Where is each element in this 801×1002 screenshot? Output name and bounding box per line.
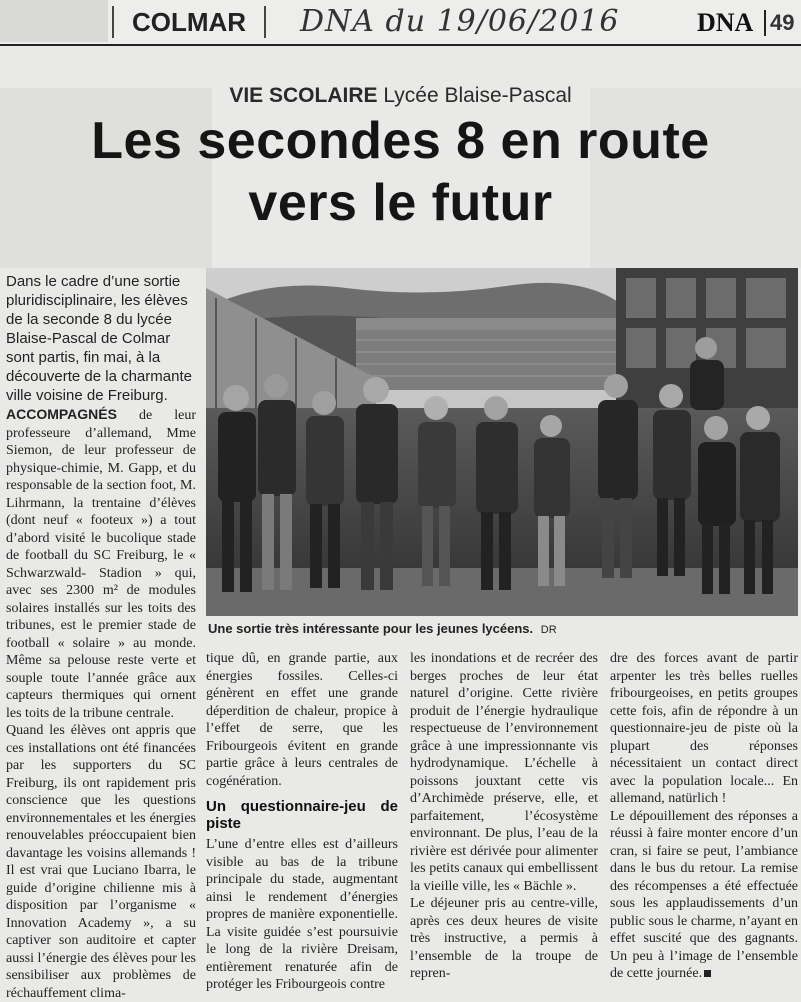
lead-word: ACCOMPAGNÉS bbox=[6, 406, 117, 422]
page-number: 49 bbox=[770, 10, 795, 35]
article-paragraph bbox=[6, 406, 196, 722]
article-subheading: Un questionnaire-jeu de piste bbox=[206, 798, 398, 832]
article-column-4 bbox=[610, 650, 798, 983]
photo-credit: DR bbox=[540, 624, 557, 636]
article-paragraph: dre des forces avant de partir arpenter les très belles ruelles fribourgeoises, en petits groupes cette fois, afin de répondre à un questionnaire-jeu de piste où la plupart des réponses nécessitaient un contact direct avec la population locale... En allemand, natürlich ! bbox=[610, 651, 798, 806]
article-intro: Dans le cadre d’une sortie pluridisciplinaire, les élèves de la seconde 8 du lycée Blaise-Pascal de Colmar sont partis, fin mai, à la découverte de la charmante ville voisine de Freiburg. bbox=[6, 273, 192, 404]
article-paragraph: Le déjeuner pris au centre-ville, après ces deux heures de visite très instructive, a permis à l’ensemble de la troupe de repren- bbox=[410, 896, 598, 981]
paragraph-text: Le dépouillement des réponses a réussi à faire monter encore d’un cran, si faire se peut, l’ambiance dans le bus du retour. La remise des récompenses a été effectuée sous les applaudissements d’un public sous le charme, n’ayant en effet suscité que des gagnants. Un peu à l’image de l’ensemble de cette journée. bbox=[610, 808, 798, 981]
header-left-panel bbox=[0, 0, 108, 42]
handwritten-date-note: DNA du 19/06/2016 bbox=[300, 4, 620, 39]
article-paragraph: les inondations et de recréer des berges proches de leur état naturel d’origine. Cette rivière produit de l’énergie hydraulique respectueuse de l’environnement grâce à une impressionnante vis hydrodynamique. L’échelle à poissons jouxtant cette vis d’Archimède préserve, elle, et parfaitement, l’écosystème environnant. De plus, l’eau de la rivière est dérivée pour alimenter les petits canaux qui embellissent la vieille ville, les « Bächle ». bbox=[410, 651, 598, 894]
article-column-2 bbox=[206, 650, 398, 994]
article-paragraph bbox=[610, 808, 798, 983]
kicker-subject: Lycée Blaise-Pascal bbox=[383, 84, 572, 107]
kicker-rubric: VIE SCOLAIRE bbox=[229, 84, 378, 107]
article-column-3 bbox=[410, 650, 598, 983]
article-kicker bbox=[0, 84, 801, 108]
paragraph-text: de leur professeure d’allemand, Mme Siemon, de leur professeur de physique-chimie, M. Gapp, et du responsable de la section foot, M. Lihrmann, la trentaine d’élèves (dont neuf « footeux ») a tout d’abord visité le bucolique stade de football du SC Freiburg, le « Schwarzwald- Stadion » qui, avec ses 2300 m² de modules solaires installés sur les toits des tribunes, est le premier stade de football « solaire » au monde. Même sa pelouse reste verte et souple toute l’année grâce aux capteurs thermiques qui ornent les toits de la tribune centrale. bbox=[6, 408, 197, 721]
article-paragraph: Quand les élèves ont appris que ces installations ont été financées par les supporters du SC Freiburg, ils ont rapidement pris conscience que les questions environnementales et les énergies renouvelables préoccupaient bien davantage les voisins allemands ! Il est vrai que Luciano Ibarra, le guide d’origine chilienne mis à disposition par l’organisme « Innovation Academy », a su captiver son auditoire et capter aussi l’énergie des élèves pour les sensibiliser aux problèmes de réchauffement clima- bbox=[6, 723, 196, 1001]
article-paragraph: L’une d’entre elles est d’ailleurs visible au bas de la tribune principale du stade, augmentant ainsi le rendement d’énergies propres de manière exponentielle. La visite guidée s’est poursuivie le long de la rivière Dreisam, entièrement renaturée afin de protéger les Fribourgeois contre bbox=[206, 837, 398, 992]
photo-caption-text: Une sortie très intéressante pour les jeunes lycéens. bbox=[208, 621, 534, 636]
group-photo bbox=[206, 268, 798, 616]
section-label: COLMAR bbox=[112, 6, 266, 38]
stadium-group-photo-illustration bbox=[206, 268, 798, 616]
end-of-article-mark bbox=[704, 970, 711, 977]
photo-caption bbox=[208, 621, 798, 636]
article-column-1 bbox=[6, 406, 196, 1002]
headline-line-1: Les secondes 8 en route bbox=[91, 112, 710, 170]
headline-line-2: vers le futur bbox=[248, 174, 553, 232]
page-number-divider bbox=[764, 10, 766, 36]
article-headline bbox=[20, 110, 781, 234]
article-paragraph: tique dû, en grande partie, aux énergies fossiles. Celles-ci génèrent en effet une grande déperdition de chaleur, propice à l’effet de serre, que les Fribourgeois évitent en grande partie grâce à leurs centrales de cogénération. bbox=[206, 651, 398, 789]
newspaper-logo: DNA bbox=[697, 8, 754, 37]
